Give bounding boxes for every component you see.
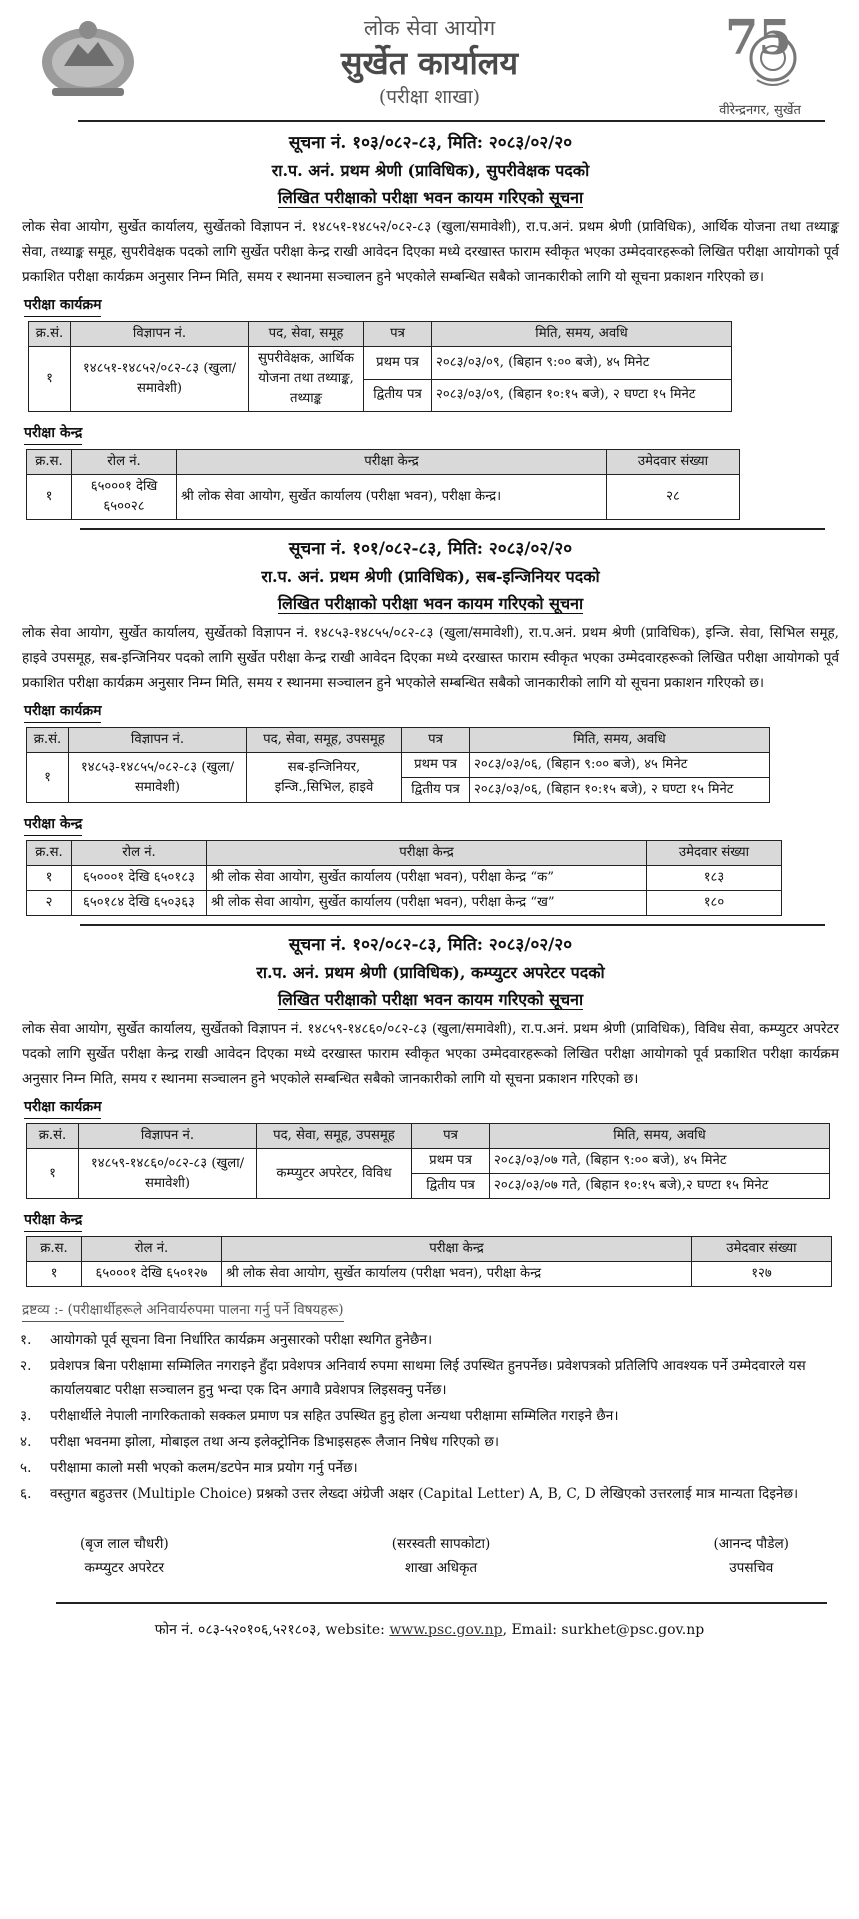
column-header: विज्ञापन नं. xyxy=(79,1124,257,1149)
table-row xyxy=(27,475,740,520)
note-text: परीक्षामा कालो मसी भएको कलम/डटपेन मात्र प्रयोग गर्नु पर्नेछ। xyxy=(50,1460,358,1476)
notice-title: सूचना नं. १०१/०८२-८३, मिति: २०८३/०२/२० xyxy=(288,539,573,559)
notice-block xyxy=(20,528,839,916)
table-header-row xyxy=(27,1237,832,1262)
column-header: रोल नं. xyxy=(72,841,207,866)
signatory-name: (सरस्वती सापकोटा) xyxy=(391,1536,491,1552)
center-table xyxy=(26,1236,832,1287)
notice-divider xyxy=(80,924,825,926)
column-header: मिति, समय, अवधि xyxy=(470,728,770,753)
paper-cell: प्रथम पत्र xyxy=(364,347,432,380)
note-text: परीक्षार्थीले नेपाली नागरिकताको सक्कल प्रमाण पत्र सहित उपस्थित हुनु होला अन्यथा परीक्षामा सम्मिलित गराइने छैन। xyxy=(50,1408,619,1424)
note-text: परीक्षा भवनमा झोला, मोबाइल तथा अन्य इलेक्ट्रोनिक डिभाइसहरू लैजान निषेध गरिएको छ। xyxy=(50,1434,500,1450)
candidate-count-cell: २८ xyxy=(607,475,740,520)
column-header: विज्ञापन नं. xyxy=(69,728,247,753)
column-header: पत्र xyxy=(412,1124,490,1149)
notice-subtitle-underlined xyxy=(22,590,839,617)
schedule-label: परीक्षा कार्यक्रम xyxy=(24,294,101,317)
column-header: रोल नं. xyxy=(72,450,177,475)
signatory-title: उपसचिव xyxy=(729,1560,774,1576)
notice-subtitle: रा.प. अनं. प्रथम श्रेणी (प्राविधिक), सब-इन्जिनियर पदको xyxy=(261,567,600,586)
notice-subtitle-text: लिखित परीक्षाको परीक्षा भवन कायम गरिएको सूचना xyxy=(277,990,584,1009)
signatory-name: (बृज लाल चौधरी) xyxy=(80,1536,169,1552)
schedule-table xyxy=(26,727,770,803)
footer-email: , Email: surkhet@psc.gov.np xyxy=(502,1622,705,1638)
note-text: प्रवेशपत्र बिना परीक्षामा सम्मिलित नगराइने हुँदा प्रवेशपत्र अनिवार्य रुपमा साथमा लिई उपस्थित हुनपर्नेछ। प्रवेशपत्रको प्रतिलिपि आवश्यक पर्ने उम्मेदवारले यस कार्यालयबाट परीक्षा सञ्चालन हुनु भन्दा एक दिन अगावै प्रवेशपत्र लिइसक्नु पर्नेछ। xyxy=(50,1358,806,1398)
notice-paragraph: लोक सेवा आयोग, सुर्खेत कार्यालय, सुर्खेतको विज्ञापन नं. १४८५३-१४८५५/०८२-८३ (खुला/समावेशी), रा.प.अनं. प्रथम श्रेणी (प्राविधिक), इन्जि. सेवा, सिभिल समूह, हाइवे उपसमूह, सब-इन्जिनियर पदको लागि सुर्खेत परीक्षा केन्द्र राखी आवेदन दिएका मध्ये दरखास्त फाराम स्वीकृत भएका उम्मेदवारहरूको लिखित परीक्षा आयोगको पूर्व प्रकाशित परीक्षा कार्यक्रम अनुसार निम्न मिति, समय र स्थानमा सञ्चालन हुने भएकोले सम्बन्धित सबैको जानकारीको लागि यो सूचना प्रकाशन गरिएको छ। xyxy=(22,625,839,691)
datetime-cell: २०८३/०३/०९, (बिहान ९:०० बजे), ४५ मिनेट xyxy=(432,347,732,380)
note-text: वस्तुगत बहुउत्तर (Multiple Choice) प्रश्नको उत्तर लेख्दा अंग्रेजी अक्षर (Capital Letter) A, B, C, D लेखिएको उत्तरलाई मात्र मान्यता दिइनेछ। xyxy=(50,1486,799,1502)
roll-cell: ६५०००१ देखि ६५०१२७ xyxy=(82,1262,222,1287)
roll-cell: ६५०१८४ देखि ६५०३६३ xyxy=(72,891,207,916)
schedule-label: परीक्षा कार्यक्रम xyxy=(24,700,101,723)
column-header: पत्र xyxy=(402,728,470,753)
table-row xyxy=(29,347,732,380)
column-header: पद, सेवा, समूह, उपसमूह xyxy=(247,728,402,753)
exam-center-cell: श्री लोक सेवा आयोग, सुर्खेत कार्यालय (परीक्षा भवन), परीक्षा केन्द्र। xyxy=(177,475,607,520)
column-header: क्र.सं. xyxy=(29,322,71,347)
column-header: परीक्षा केन्द्र xyxy=(222,1237,692,1262)
column-header: क्र.स. xyxy=(27,841,72,866)
paper-cell: द्वितीय पत्र xyxy=(364,379,432,412)
column-header: उमेदवार संख्या xyxy=(607,450,740,475)
commission-name: लोक सेवा आयोग xyxy=(363,16,496,40)
paper-cell: प्रथम पत्र xyxy=(412,1149,490,1174)
column-header: विज्ञापन नं. xyxy=(71,322,249,347)
datetime-cell: २०८३/०३/०६, (बिहान ९:०० बजे), ४५ मिनेट xyxy=(470,753,770,778)
notice-subtitle-text: लिखित परीक्षाको परीक्षा भवन कायम गरिएको सूचना xyxy=(277,594,584,613)
paper-cell: द्वितीय पत्र xyxy=(402,778,470,803)
center-label: परीक्षा केन्द्र xyxy=(24,1209,82,1232)
table-row xyxy=(27,1262,832,1287)
notes-heading: द्रष्टव्य :- (परीक्षार्थीहरूले अनिवार्यरुपमा पालना गर्नु पर्ने विषयहरू) xyxy=(22,1299,344,1322)
notice-subtitle: रा.प. अनं. प्रथम श्रेणी (प्राविधिक), कम्प्युटर अपरेटर पदको xyxy=(256,963,605,982)
note-item xyxy=(20,1456,839,1480)
table-row xyxy=(27,866,782,891)
column-header: उमेदवार संख्या xyxy=(647,841,782,866)
schedule-table xyxy=(26,1123,830,1199)
column-header: उमेदवार संख्या xyxy=(692,1237,832,1262)
serial-cell: १ xyxy=(27,1262,82,1287)
column-header: पद, सेवा, समूह xyxy=(249,322,364,347)
signature-block xyxy=(392,1532,491,1580)
note-item xyxy=(20,1404,839,1428)
notice-paragraph: लोक सेवा आयोग, सुर्खेत कार्यालय, सुर्खेतको विज्ञापन नं. १४८५१-१४८५२/०८२-८३ (खुला/समावेशी), रा.प.अनं. प्रथम श्रेणी (प्राविधिक), आर्थिक योजना तथा तथ्याङ्क सेवा, तथ्याङ्क समूह, सुपरीवेक्षक पदको लागि सुर्खेत परीक्षा केन्द्र राखी आवेदन दिएका मध्ये दरखास्त फाराम स्वीकृत भएका उम्मेदवारहरूको लिखित परीक्षा आयोगको पूर्व प्रकाशित परीक्षा कार्यक्रम अनुसार निम्न मिति, समय र स्थानमा सञ्चालन हुने भएकोले सम्बन्धित सबैको जानकारीको लागि यो सूचना प्रकाशन गरिएको छ। xyxy=(22,219,839,285)
paper-cell: प्रथम पत्र xyxy=(402,753,470,778)
logo-number: 75 xyxy=(725,10,792,66)
note-text: आयोगको पूर्व सूचना विना निर्धारित कार्यक्रम अनुसारको परीक्षा स्थगित हुनेछैन। xyxy=(50,1332,433,1348)
logo-location: वीरेन्द्रनगर, सुर्खेत xyxy=(719,103,801,118)
post-cell: सब-इन्जिनियर, इन्जि.,सिभिल, हाइवे xyxy=(247,753,402,803)
notice-subtitle-text: लिखित परीक्षाको परीक्षा भवन कायम गरिएको सूचना xyxy=(277,188,584,207)
roll-cell: ६५०००१ देखि ६५०१८३ xyxy=(72,866,207,891)
serial-cell: २ xyxy=(27,891,72,916)
serial-cell: १ xyxy=(27,753,69,803)
table-header-row xyxy=(27,841,782,866)
psc-75-years-logo-icon xyxy=(717,8,809,92)
exam-center-cell: श्री लोक सेवा आयोग, सुर्खेत कार्यालय (परीक्षा भवन), परीक्षा केन्द्र “ख” xyxy=(207,891,647,916)
serial-cell: १ xyxy=(27,866,72,891)
advertisement-cell: १४८५९-१४८६०/०८२-८३ (खुला/समावेशी) xyxy=(79,1149,257,1199)
notice-block xyxy=(20,122,839,520)
advertisement-cell: १४८५१-१४८५२/०८२-८३ (खुला/समावेशी) xyxy=(71,347,249,412)
note-item xyxy=(20,1482,839,1506)
notice-paragraph: लोक सेवा आयोग, सुर्खेत कार्यालय, सुर्खेतको विज्ञापन नं. १४८५९-१४८६०/०८२-८३ (खुला/समावेशी), रा.प.अनं. प्रथम श्रेणी (प्राविधिक), विविध सेवा, कम्प्युटर अपरेटर पदको लागि सुर्खेत परीक्षा केन्द्र राखी आवेदन दिएका मध्ये दरखास्त फाराम स्वीकृत भएका उम्मेदवारहरूको लिखित परीक्षा आयोगको पूर्व प्रकाशित परीक्षा कार्यक्रम अनुसार निम्न मिति, समय र स्थानमा सञ्चालन हुने भएकोले सम्बन्धित सबैको जानकारीको लागि यो सूचना प्रकाशन गरिएको छ। xyxy=(22,1021,839,1087)
schedule-label: परीक्षा कार्यक्रम xyxy=(24,1096,101,1119)
serial-cell: १ xyxy=(27,1149,79,1199)
notice-title: सूचना नं. १०३/०८२-८३, मिति: २०८३/०२/२० xyxy=(288,133,573,153)
table-header-row xyxy=(29,322,732,347)
column-header: मिति, समय, अवधि xyxy=(432,322,732,347)
column-header: क्र.स. xyxy=(27,1237,82,1262)
notes-list xyxy=(20,1328,839,1506)
advertisement-cell: १४८५३-१४८५५/०८२-८३ (खुला/समावेशी) xyxy=(69,753,247,803)
center-table xyxy=(26,449,740,520)
column-header: क्र.सं. xyxy=(27,1124,79,1149)
notice-divider xyxy=(80,528,825,530)
table-row xyxy=(27,891,782,916)
center-label: परीक्षा केन्द्र xyxy=(24,422,82,445)
column-header: पत्र xyxy=(364,322,432,347)
paper-cell: द्वितीय पत्र xyxy=(412,1174,490,1199)
roll-cell: ६५०००१ देखि ६५००२८ xyxy=(72,475,177,520)
notice-subtitle-underlined xyxy=(22,184,839,211)
notice-title: सूचना नं. १०२/०८२-८३, मिति: २०८३/०२/२० xyxy=(288,935,573,955)
post-cell: कम्प्युटर अपरेटर, विविध xyxy=(257,1149,412,1199)
column-header: परीक्षा केन्द्र xyxy=(177,450,607,475)
signatory-title: कम्प्युटर अपरेटर xyxy=(84,1560,165,1576)
table-header-row xyxy=(27,1124,830,1149)
column-header: परीक्षा केन्द्र xyxy=(207,841,647,866)
center-label: परीक्षा केन्द्र xyxy=(24,813,82,836)
exam-center-cell: श्री लोक सेवा आयोग, सुर्खेत कार्यालय (परीक्षा भवन), परीक्षा केन्द्र xyxy=(222,1262,692,1287)
table-row xyxy=(27,753,770,778)
note-number: ६. xyxy=(20,1486,32,1502)
candidate-count-cell: १२७ xyxy=(692,1262,832,1287)
note-item xyxy=(20,1430,839,1454)
notices-container xyxy=(20,122,839,1287)
office-name: सुर्खेत कार्यालय xyxy=(340,44,519,82)
note-item xyxy=(20,1354,839,1402)
footer-rule xyxy=(56,1602,827,1604)
signature-block xyxy=(713,1532,789,1580)
footer-phone: फोन नं. ०८३-५२०१०६,५२१८०३, website: xyxy=(154,1622,390,1638)
footer xyxy=(20,1620,839,1639)
table-header-row xyxy=(27,450,740,475)
column-header: क्र.सं. xyxy=(27,728,69,753)
notice-subtitle: रा.प. अनं. प्रथम श्रेणी (प्राविधिक), सुपरीवेक्षक पदको xyxy=(271,161,590,180)
office-header xyxy=(20,0,839,120)
schedule-table xyxy=(28,321,732,412)
column-header: क्र.स. xyxy=(27,450,72,475)
datetime-cell: २०८३/०३/०७ गते, (बिहान १०:१५ बजे),२ घण्टा १५ मिनेट xyxy=(490,1174,830,1199)
signature-row xyxy=(80,1532,789,1580)
column-header: मिति, समय, अवधि xyxy=(490,1124,830,1149)
exam-center-cell: श्री लोक सेवा आयोग, सुर्खेत कार्यालय (परीक्षा भवन), परीक्षा केन्द्र “क” xyxy=(207,866,647,891)
candidate-count-cell: १८० xyxy=(647,891,782,916)
datetime-cell: २०८३/०३/०९, (बिहान १०:१५ बजे), २ घण्टा १५ मिनेट xyxy=(432,379,732,412)
post-cell: सुपरीवेक्षक, आर्थिक योजना तथा तथ्याङ्क, तथ्याङ्क xyxy=(249,347,364,412)
note-number: १. xyxy=(20,1332,32,1348)
note-number: ४. xyxy=(20,1434,32,1450)
note-number: २. xyxy=(20,1358,32,1374)
column-header: पद, सेवा, समूह, उपसमूह xyxy=(257,1124,412,1149)
datetime-cell: २०८३/०३/०७ गते, (बिहान ९:०० बजे), ४५ मिनेट xyxy=(490,1149,830,1174)
note-number: ५. xyxy=(20,1460,32,1476)
signature-block xyxy=(80,1532,169,1580)
center-table xyxy=(26,840,782,916)
website-link[interactable]: www.psc.gov.np xyxy=(389,1622,503,1638)
table-header-row xyxy=(27,728,770,753)
candidate-count-cell: १८३ xyxy=(647,866,782,891)
column-header: रोल नं. xyxy=(82,1237,222,1262)
datetime-cell: २०८३/०३/०६, (बिहान १०:१५ बजे), २ घण्टा १५ मिनेट xyxy=(470,778,770,803)
signatory-name: (आनन्द पौडेल) xyxy=(713,1536,789,1552)
serial-cell: १ xyxy=(27,475,72,520)
notice-subtitle-underlined xyxy=(22,986,839,1013)
notice-block xyxy=(20,924,839,1287)
note-number: ३. xyxy=(20,1408,32,1424)
section-name: (परीक्षा शाखा) xyxy=(378,86,481,108)
signatory-title: शाखा अधिकृत xyxy=(404,1560,478,1576)
notes-section xyxy=(20,1287,839,1506)
serial-cell: १ xyxy=(29,347,71,412)
table-row xyxy=(27,1149,830,1174)
note-item xyxy=(20,1328,839,1352)
